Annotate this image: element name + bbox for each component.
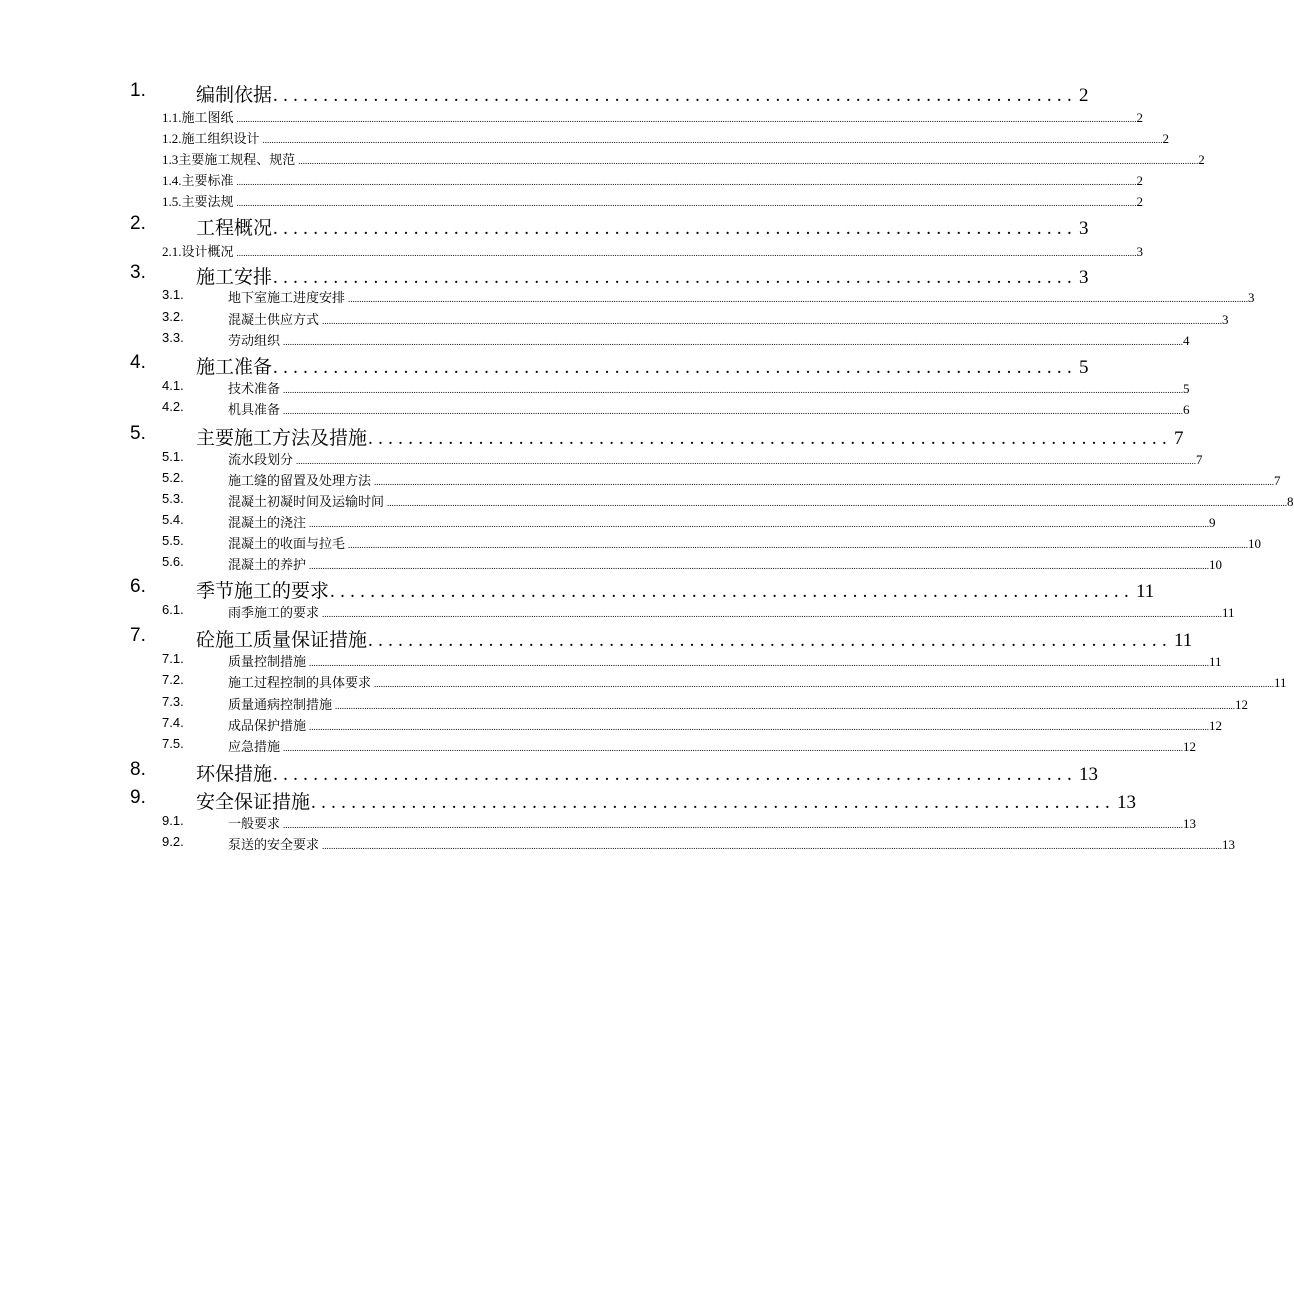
toc-dot-leader: ................................................................................ bbox=[273, 267, 1078, 288]
toc-entry-title: 劳动组织 bbox=[228, 333, 281, 348]
toc-entry-number: 7. bbox=[130, 625, 146, 646]
toc-section-entry[interactable] bbox=[162, 736, 1197, 754]
toc-entry-title: 成品保护措施 bbox=[228, 718, 307, 733]
toc-entry-title: 设计概况 bbox=[181, 244, 234, 259]
toc-entry-number: 1.1. bbox=[162, 110, 182, 125]
toc-entry-number: 1.5. bbox=[162, 194, 182, 209]
toc-entry-number: 9. bbox=[130, 787, 146, 808]
toc-entry-title: 施工缝的留置及处理方法 bbox=[228, 473, 372, 488]
toc-entry-title: 质量通病控制措施 bbox=[228, 697, 333, 712]
toc-dot-leader: ................................................................................................................................................................................................................................................................................................................................................................................................................ bbox=[335, 701, 1236, 711]
toc-dot-leader: ................................................................................ bbox=[330, 581, 1135, 602]
toc-entry-title: 施工组织设计 bbox=[181, 131, 260, 146]
toc-entry-title: 施工安排 bbox=[196, 266, 273, 288]
toc-page-number: 11 bbox=[1274, 675, 1287, 690]
toc-section-entry[interactable] bbox=[162, 491, 1294, 509]
toc-entry-title: 砼施工质量保证措施 bbox=[196, 629, 368, 651]
toc-entry-number: 1.3 bbox=[162, 152, 179, 167]
toc-chapter-entry[interactable] bbox=[130, 352, 1089, 378]
toc-chapter-entry[interactable] bbox=[130, 262, 1089, 288]
toc-page-number: 10 bbox=[1248, 536, 1262, 551]
toc-entry-number: 1. bbox=[130, 80, 146, 101]
toc-section-entry[interactable] bbox=[162, 715, 1223, 733]
toc-dot-leader: ................................................................................ bbox=[368, 630, 1173, 651]
toc-entry-number: 4.2. bbox=[162, 399, 184, 414]
toc-dot-leader: ................................................................................ bbox=[311, 792, 1116, 813]
toc-entry-number: 9.2. bbox=[162, 834, 184, 849]
toc-entry-title: 编制依据 bbox=[196, 84, 273, 106]
toc-entry-number: 5.6. bbox=[162, 554, 184, 569]
toc-dot-leader: ................................................................................................................................................................................................................................................................................................................................................................................................................ bbox=[309, 658, 1210, 668]
toc-entry-title: 应急措施 bbox=[228, 739, 281, 754]
toc-page-number: 3 bbox=[1079, 218, 1089, 239]
toc-section-entry[interactable] bbox=[162, 241, 1144, 259]
toc-section-entry[interactable] bbox=[162, 602, 1235, 620]
toc-entry-title: 一般要求 bbox=[228, 816, 281, 831]
toc-entry-number: 7.1. bbox=[162, 651, 184, 666]
toc-dot-leader: ................................................................................................................................................................................................................................................................................................................................................................................................................ bbox=[348, 294, 1249, 304]
toc-dot-leader: ................................................................................ bbox=[273, 85, 1078, 106]
toc-chapter-entry[interactable] bbox=[130, 759, 1099, 785]
toc-section-entry[interactable] bbox=[162, 834, 1236, 852]
toc-section-entry[interactable] bbox=[162, 651, 1222, 669]
toc-chapter-entry[interactable] bbox=[130, 787, 1137, 813]
toc-dot-leader: ................................................................................................................................................................................................................................................................................................................................................................................................................ bbox=[283, 385, 1184, 395]
toc-section-entry[interactable] bbox=[162, 449, 1203, 467]
toc-entry-title: 施工图纸 bbox=[181, 110, 234, 125]
toc-page-number: 7 bbox=[1274, 473, 1281, 488]
toc-page-number: 11 bbox=[1209, 654, 1222, 669]
toc-entry-number: 7.3. bbox=[162, 694, 184, 709]
toc-section-entry[interactable] bbox=[162, 330, 1190, 348]
toc-page-number: 3 bbox=[1222, 312, 1229, 327]
toc-page-number: 8 bbox=[1287, 494, 1294, 509]
toc-section-entry[interactable] bbox=[162, 554, 1223, 572]
toc-entry-title: 施工准备 bbox=[196, 356, 273, 378]
toc-page-number: 2 bbox=[1079, 85, 1089, 106]
toc-entry-number: 5.1. bbox=[162, 449, 184, 464]
toc-entry-title: 质量控制措施 bbox=[228, 654, 307, 669]
toc-entry-title: 混凝土的浇注 bbox=[228, 515, 307, 530]
toc-entry-number: 8. bbox=[130, 759, 146, 780]
toc-page-number: 9 bbox=[1209, 515, 1216, 530]
toc-section-entry[interactable] bbox=[162, 470, 1281, 488]
toc-entry-number: 3.2. bbox=[162, 309, 184, 324]
toc-entry-title: 混凝土的养护 bbox=[228, 557, 307, 572]
toc-entry-number: 6.1. bbox=[162, 602, 184, 617]
toc-page-number: 2 bbox=[1198, 152, 1205, 167]
toc-dot-leader: ................................................................................................................................................................................................................................................................................................................................................................................................................ bbox=[262, 135, 1163, 145]
toc-dot-leader: ................................................................................................................................................................................................................................................................................................................................................................................................................ bbox=[236, 198, 1137, 208]
toc-entry-number: 5.2. bbox=[162, 470, 184, 485]
toc-page-number: 3 bbox=[1079, 267, 1089, 288]
toc-dot-leader: ................................................................................................................................................................................................................................................................................................................................................................................................................ bbox=[322, 609, 1223, 619]
toc-page-number: 5 bbox=[1183, 381, 1190, 396]
toc-section-entry[interactable] bbox=[162, 107, 1144, 125]
toc-section-entry[interactable] bbox=[162, 309, 1229, 327]
toc-entry-title: 主要法规 bbox=[181, 194, 234, 209]
toc-entry-title: 机具准备 bbox=[228, 402, 281, 417]
toc-page-number: 11 bbox=[1222, 605, 1235, 620]
toc-dot-leader: ................................................................................................................................................................................................................................................................................................................................................................................................................ bbox=[387, 498, 1288, 508]
toc-dot-leader: ................................................................................................................................................................................................................................................................................................................................................................................................................ bbox=[322, 316, 1223, 326]
toc-entry-title: 地下室施工进度安排 bbox=[228, 290, 346, 305]
toc-page-number: 11 bbox=[1136, 581, 1155, 602]
toc-page-number: 4 bbox=[1183, 333, 1190, 348]
toc-entry-number: 4.1. bbox=[162, 378, 184, 393]
toc-entry-title: 技术准备 bbox=[228, 381, 281, 396]
toc-dot-leader: ................................................................................................................................................................................................................................................................................................................................................................................................................ bbox=[298, 156, 1199, 166]
toc-dot-leader: ................................................................................................................................................................................................................................................................................................................................................................................................................ bbox=[236, 177, 1137, 187]
toc-chapter-entry[interactable] bbox=[130, 213, 1089, 239]
toc-page-number: 7 bbox=[1196, 452, 1203, 467]
toc-page-number: 10 bbox=[1209, 557, 1223, 572]
toc-entry-number: 7.4. bbox=[162, 715, 184, 730]
toc-page-number: 13 bbox=[1117, 792, 1137, 813]
toc-entry-title: 主要施工方法及措施 bbox=[196, 427, 368, 449]
toc-page-number: 2 bbox=[1136, 194, 1144, 209]
toc-dot-leader: ................................................................................................................................................................................................................................................................................................................................................................................................................ bbox=[283, 820, 1184, 830]
toc-dot-leader: ................................................................................................................................................................................................................................................................................................................................................................................................................ bbox=[283, 743, 1184, 753]
toc-page-number: 12 bbox=[1183, 739, 1197, 754]
toc-dot-leader: ................................................................................................................................................................................................................................................................................................................................................................................................................ bbox=[283, 406, 1184, 416]
toc-page-number: 2 bbox=[1136, 173, 1144, 188]
toc-page-number: 6 bbox=[1183, 402, 1190, 417]
toc-entry-number: 5.4. bbox=[162, 512, 184, 527]
toc-entry-title: 季节施工的要求 bbox=[196, 580, 330, 602]
toc-dot-leader: ................................................................................................................................................................................................................................................................................................................................................................................................................ bbox=[283, 337, 1184, 347]
toc-entry-number: 9.1. bbox=[162, 813, 184, 828]
toc-entry-title: 泵送的安全要求 bbox=[228, 837, 320, 852]
toc-section-entry[interactable] bbox=[162, 287, 1255, 305]
toc-entry-number: 2. bbox=[130, 213, 146, 234]
toc-section-entry[interactable] bbox=[162, 533, 1262, 551]
toc-dot-leader: ................................................................................................................................................................................................................................................................................................................................................................................................................ bbox=[374, 477, 1275, 487]
toc-dot-leader: ................................................................................................................................................................................................................................................................................................................................................................................................................ bbox=[236, 114, 1137, 124]
toc-entry-number: 1.2. bbox=[162, 131, 182, 146]
toc-section-entry[interactable] bbox=[162, 378, 1190, 396]
toc-page-number: 2 bbox=[1162, 131, 1170, 146]
toc-entry-number: 3. bbox=[130, 262, 146, 283]
toc-entry-title: 工程概况 bbox=[196, 217, 273, 239]
toc-entry-title: 流水段划分 bbox=[228, 452, 294, 467]
toc-section-entry[interactable] bbox=[162, 170, 1144, 188]
toc-entry-title: 混凝土初凝时间及运输时间 bbox=[228, 494, 385, 509]
toc-section-entry[interactable] bbox=[162, 672, 1287, 690]
toc-dot-leader: ................................................................................................................................................................................................................................................................................................................................................................................................................ bbox=[236, 248, 1137, 258]
toc-chapter-entry[interactable] bbox=[130, 423, 1184, 449]
toc-dot-leader: ................................................................................................................................................................................................................................................................................................................................................................................................................ bbox=[309, 722, 1210, 732]
toc-page-number: 5 bbox=[1079, 357, 1089, 378]
toc-entry-number: 5.3. bbox=[162, 491, 184, 506]
toc-dot-leader: ................................................................................ bbox=[273, 357, 1078, 378]
toc-entry-number: 1.4. bbox=[162, 173, 182, 188]
toc-entry-number: 6. bbox=[130, 576, 146, 597]
toc-dot-leader: ................................................................................................................................................................................................................................................................................................................................................................................................................ bbox=[322, 841, 1223, 851]
toc-chapter-entry[interactable] bbox=[130, 625, 1193, 651]
toc-section-entry[interactable] bbox=[162, 512, 1216, 530]
toc-page-number: 3 bbox=[1248, 290, 1255, 305]
toc-entry-number: 5.5. bbox=[162, 533, 184, 548]
toc-dot-leader: ................................................................................................................................................................................................................................................................................................................................................................................................................ bbox=[374, 679, 1275, 689]
toc-entry-number: 3.1. bbox=[162, 287, 184, 302]
toc-page-number: 13 bbox=[1222, 837, 1236, 852]
toc-page-number: 13 bbox=[1183, 816, 1197, 831]
toc-dot-leader: ................................................................................ bbox=[273, 764, 1078, 785]
toc-entry-title: 施工过程控制的具体要求 bbox=[228, 675, 372, 690]
toc-entry-title: 混凝土供应方式 bbox=[228, 312, 320, 327]
toc-section-entry[interactable] bbox=[162, 149, 1205, 167]
toc-page-number: 11 bbox=[1174, 630, 1193, 651]
toc-page-number: 3 bbox=[1136, 244, 1144, 259]
toc-entry-number: 5. bbox=[130, 423, 146, 444]
toc-section-entry[interactable] bbox=[162, 694, 1249, 712]
toc-entry-title: 环保措施 bbox=[196, 763, 273, 785]
toc-dot-leader: ................................................................................................................................................................................................................................................................................................................................................................................................................ bbox=[309, 519, 1210, 529]
toc-dot-leader: ................................................................................ bbox=[273, 218, 1078, 239]
toc-dot-leader: ................................................................................................................................................................................................................................................................................................................................................................................................................ bbox=[309, 561, 1210, 571]
toc-dot-leader: ................................................................................ bbox=[368, 428, 1173, 449]
toc-entry-title: 雨季施工的要求 bbox=[228, 605, 320, 620]
toc-page-number: 2 bbox=[1136, 110, 1144, 125]
toc-section-entry[interactable] bbox=[162, 813, 1197, 831]
toc-dot-leader: ................................................................................................................................................................................................................................................................................................................................................................................................................ bbox=[296, 456, 1197, 466]
toc-dot-leader: ................................................................................................................................................................................................................................................................................................................................................................................................................ bbox=[348, 540, 1249, 550]
toc-entry-number: 7.2. bbox=[162, 672, 184, 687]
toc-entry-title: 混凝土的收面与拉毛 bbox=[228, 536, 346, 551]
toc-entry-number: 4. bbox=[130, 352, 146, 373]
toc-entry-number: 7.5. bbox=[162, 736, 184, 751]
toc-section-entry[interactable] bbox=[162, 128, 1170, 146]
toc-section-entry[interactable] bbox=[162, 191, 1144, 209]
toc-entry-number: 3.3. bbox=[162, 330, 184, 345]
toc-section-entry[interactable] bbox=[162, 399, 1190, 417]
toc-page-number: 12 bbox=[1209, 718, 1223, 733]
toc-entry-title: 主要施工规程、规范 bbox=[178, 152, 296, 167]
toc-page-number: 7 bbox=[1174, 428, 1184, 449]
toc-entry-title: 安全保证措施 bbox=[196, 791, 311, 813]
toc-chapter-entry[interactable] bbox=[130, 576, 1155, 602]
toc-chapter-entry[interactable] bbox=[130, 80, 1089, 106]
toc-entry-number: 2.1. bbox=[162, 244, 182, 259]
toc-entry-title: 主要标准 bbox=[181, 173, 234, 188]
toc-page-number: 13 bbox=[1079, 764, 1099, 785]
toc-page-number: 12 bbox=[1235, 697, 1249, 712]
